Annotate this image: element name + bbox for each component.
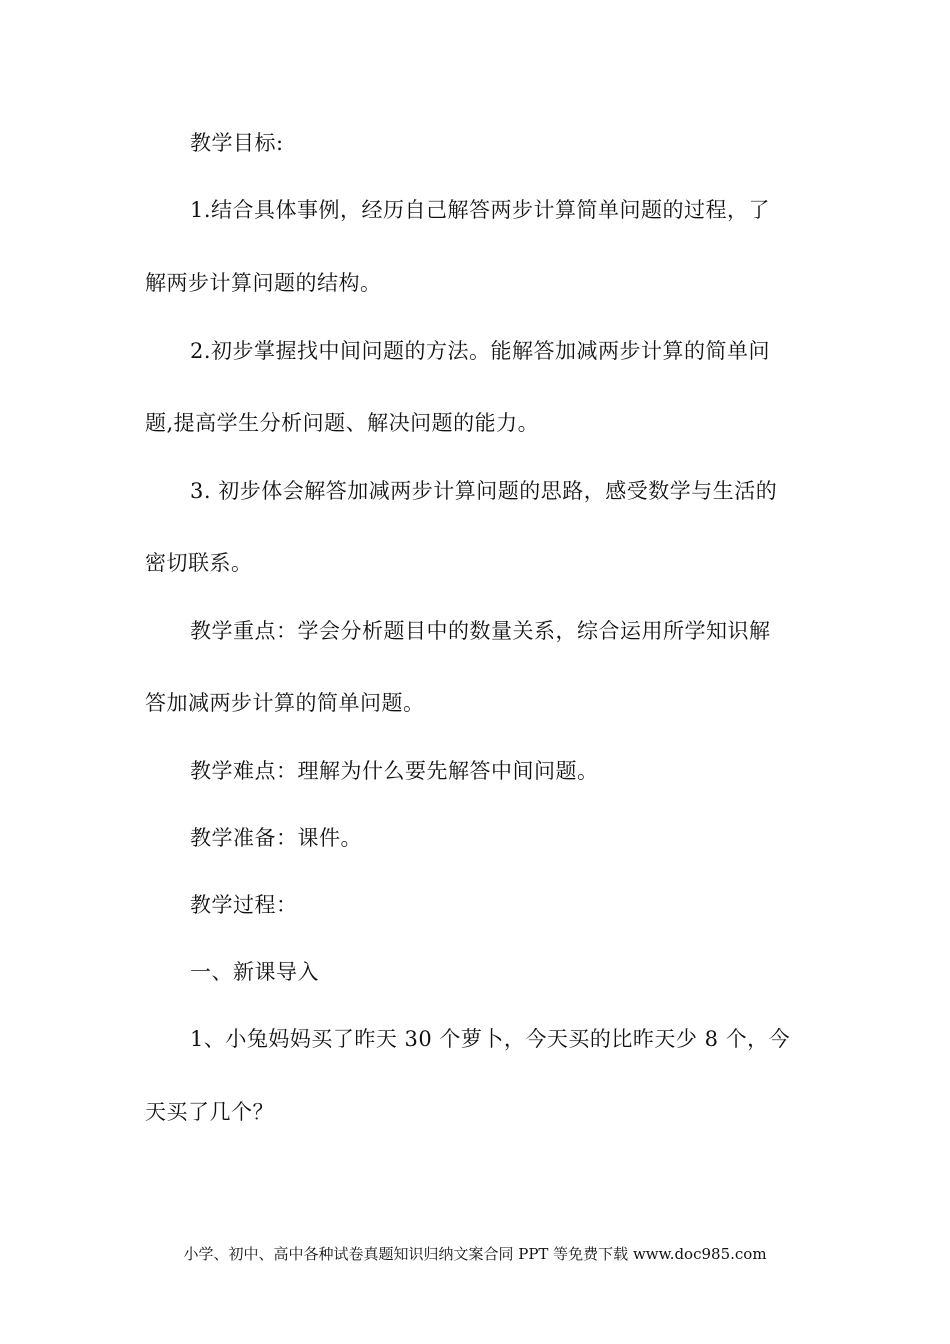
objective-1-line-1: 1.结合具体事例，经历自己解答两步计算简单问题的过程，了 (190, 198, 771, 222)
key-point-line-1: 教学重点：学会分析题目中的数量关系，综合运用所学知识解 (190, 619, 771, 643)
section-heading-intro: 一、新课导入 (190, 960, 319, 984)
objective-2-line-1: 2.初步掌握找中间问题的方法。能解答加减两步计算的简单问 (190, 339, 771, 363)
objective-2-line-2: 题,提高学生分析问题、解决问题的能力。 (145, 411, 540, 435)
objective-3-line-1: 3. 初步体会解答加减两步计算问题的思路，感受数学与生活的 (190, 479, 778, 503)
key-point-line-2: 答加减两步计算的简单问题。 (145, 691, 425, 715)
preparation-line: 教学准备：课件。 (190, 826, 362, 850)
objective-3-line-2: 密切联系。 (145, 551, 253, 575)
question-1-line-2: 天买了几个？ (145, 1100, 274, 1124)
objective-1-line-2: 解两步计算问题的结构。 (145, 271, 382, 295)
footer-text: 小学、初中、高中各种试卷真题知识归纳文案合同 PPT 等免费下载 www.doc985.com (183, 1245, 767, 1263)
difficulty-line: 教学难点：理解为什么要先解答中间问题。 (190, 759, 599, 783)
process-heading: 教学过程： (190, 893, 298, 917)
question-1-line-1: 1、小兔妈妈买了昨天 30 个萝卜，今天买的比昨天少 8 个，今 (190, 1027, 791, 1051)
objectives-heading: 教学目标: (190, 131, 284, 155)
